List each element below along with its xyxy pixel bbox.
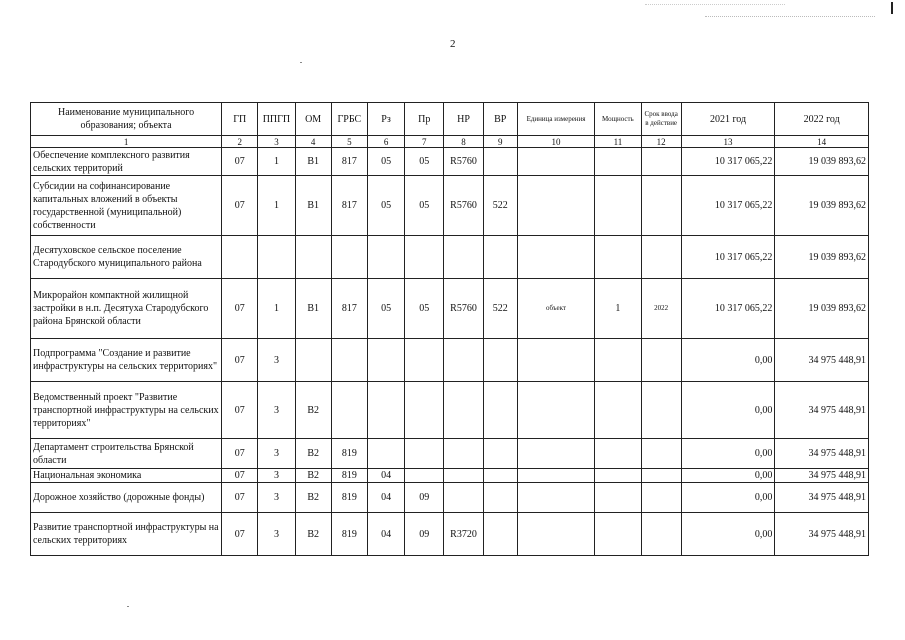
amount-2021-cell: 0,00: [681, 483, 775, 513]
code-cell: [367, 439, 404, 469]
code-cell: [517, 382, 594, 439]
amount-2021-cell: 0,00: [681, 339, 775, 382]
code-cell: [517, 483, 594, 513]
code-cell: 07: [222, 279, 258, 339]
code-cell: 3: [258, 439, 295, 469]
object-name-cell: Дорожное хозяйство (дорожные фонды): [31, 483, 222, 513]
code-cell: 07: [222, 483, 258, 513]
table-row: [31, 236, 869, 279]
header-cell: Мощность: [595, 103, 641, 136]
code-cell: [331, 339, 367, 382]
code-cell: 1: [595, 279, 641, 339]
code-cell: 05: [405, 279, 444, 339]
code-cell: В2: [295, 382, 331, 439]
amount-2021-cell: 10 317 065,22: [681, 148, 775, 176]
amount-2022-cell: 34 975 448,91: [775, 469, 869, 483]
code-cell: 05: [367, 279, 404, 339]
code-cell: 817: [331, 279, 367, 339]
header-cell: ОМ: [295, 103, 331, 136]
code-cell: [444, 339, 483, 382]
header-cell: Срок ввода в действие: [641, 103, 681, 136]
code-cell: [595, 382, 641, 439]
amount-2022-cell: 19 039 893,62: [775, 148, 869, 176]
code-cell: [517, 339, 594, 382]
code-cell: 819: [331, 469, 367, 483]
code-cell: В1: [295, 176, 331, 236]
amount-2022-cell: 34 975 448,91: [775, 513, 869, 556]
code-cell: 09: [405, 513, 444, 556]
code-cell: [595, 483, 641, 513]
code-cell: В2: [295, 483, 331, 513]
table-row: [31, 439, 869, 469]
code-cell: [367, 382, 404, 439]
code-cell: [517, 176, 594, 236]
code-cell: 07: [222, 339, 258, 382]
code-cell: 817: [331, 148, 367, 176]
scan-artifact: [127, 606, 129, 607]
code-cell: В2: [295, 439, 331, 469]
header-cell: Пр: [405, 103, 444, 136]
code-cell: 1: [258, 148, 295, 176]
code-cell: [641, 176, 681, 236]
code-cell: [258, 236, 295, 279]
code-cell: [295, 339, 331, 382]
code-cell: 05: [367, 176, 404, 236]
column-number: 14: [775, 136, 869, 148]
object-name-cell: Развитие транспортной инфраструктуры на сельских территориях: [31, 513, 222, 556]
code-cell: R5760: [444, 279, 483, 339]
scan-artifact: [705, 16, 875, 18]
code-cell: [641, 469, 681, 483]
table-row: [31, 176, 869, 236]
amount-2021-cell: 0,00: [681, 382, 775, 439]
code-cell: [483, 339, 517, 382]
column-number: 5: [331, 136, 367, 148]
column-number: 1: [31, 136, 222, 148]
code-cell: [595, 439, 641, 469]
code-cell: 04: [367, 469, 404, 483]
code-cell: [444, 469, 483, 483]
code-cell: [641, 483, 681, 513]
code-cell: [641, 148, 681, 176]
object-name-cell: Подпрограмма "Создание и развитие инфраструктуры на сельских территориях": [31, 339, 222, 382]
code-cell: [444, 236, 483, 279]
column-number: 8: [444, 136, 483, 148]
amount-2021-cell: 0,00: [681, 513, 775, 556]
code-cell: [595, 513, 641, 556]
amount-2022-cell: 34 975 448,91: [775, 439, 869, 469]
code-cell: объект: [517, 279, 594, 339]
code-cell: 07: [222, 439, 258, 469]
code-cell: [331, 236, 367, 279]
amount-2021-cell: 0,00: [681, 439, 775, 469]
code-cell: [595, 339, 641, 382]
column-number: 10: [517, 136, 594, 148]
corner-mark: [891, 2, 893, 14]
table-row: [31, 339, 869, 382]
code-cell: 3: [258, 483, 295, 513]
code-cell: 819: [331, 483, 367, 513]
code-cell: 05: [367, 148, 404, 176]
page-number: 2: [450, 38, 456, 50]
code-cell: [295, 236, 331, 279]
code-cell: В2: [295, 513, 331, 556]
code-cell: [641, 339, 681, 382]
code-cell: 07: [222, 382, 258, 439]
code-cell: 819: [331, 513, 367, 556]
code-cell: 05: [405, 148, 444, 176]
code-cell: 817: [331, 176, 367, 236]
table-row: [31, 148, 869, 176]
object-name-cell: Департамент строительства Брянской области: [31, 439, 222, 469]
amount-2021-cell: 0,00: [681, 469, 775, 483]
amount-2022-cell: 19 039 893,62: [775, 279, 869, 339]
code-cell: 819: [331, 439, 367, 469]
code-cell: R5760: [444, 148, 483, 176]
budget-table: [30, 102, 869, 556]
header-row: [31, 103, 869, 136]
code-cell: [331, 382, 367, 439]
code-cell: [483, 469, 517, 483]
code-cell: 3: [258, 339, 295, 382]
column-number: 3: [258, 136, 295, 148]
header-cell: Рз: [367, 103, 404, 136]
code-cell: R5760: [444, 176, 483, 236]
amount-2021-cell: 10 317 065,22: [681, 279, 775, 339]
object-name-cell: Десятуховское сельское поселение Стародубского муниципального района: [31, 236, 222, 279]
table-row: [31, 483, 869, 513]
code-cell: 04: [367, 483, 404, 513]
code-cell: [483, 236, 517, 279]
header-cell: ВР: [483, 103, 517, 136]
code-cell: 1: [258, 279, 295, 339]
code-cell: [367, 339, 404, 382]
code-cell: [405, 236, 444, 279]
code-cell: 2022: [641, 279, 681, 339]
code-cell: [444, 439, 483, 469]
code-cell: [517, 469, 594, 483]
code-cell: 3: [258, 382, 295, 439]
scan-artifact: [645, 4, 785, 6]
column-number: 4: [295, 136, 331, 148]
code-cell: 09: [405, 483, 444, 513]
code-cell: [595, 176, 641, 236]
code-cell: [641, 236, 681, 279]
code-cell: [405, 339, 444, 382]
table-row: [31, 382, 869, 439]
code-cell: [517, 439, 594, 469]
code-cell: [483, 148, 517, 176]
code-cell: 1: [258, 176, 295, 236]
scan-artifact: [300, 62, 302, 63]
code-cell: В2: [295, 469, 331, 483]
code-cell: [483, 513, 517, 556]
code-cell: [405, 469, 444, 483]
amount-2022-cell: 34 975 448,91: [775, 339, 869, 382]
column-number: 12: [641, 136, 681, 148]
header-cell: Единица измерения: [517, 103, 594, 136]
column-number: 9: [483, 136, 517, 148]
code-cell: 04: [367, 513, 404, 556]
code-cell: [483, 382, 517, 439]
code-cell: 3: [258, 469, 295, 483]
code-cell: [222, 236, 258, 279]
code-cell: В1: [295, 279, 331, 339]
table-row: [31, 279, 869, 339]
object-name-cell: Ведомственный проект "Развитие транспортной инфраструктуры на сельских территориях": [31, 382, 222, 439]
column-number: 13: [681, 136, 775, 148]
header-cell: 2022 год: [775, 103, 869, 136]
code-cell: 522: [483, 279, 517, 339]
header-cell: ГП: [222, 103, 258, 136]
code-cell: 07: [222, 469, 258, 483]
code-cell: [641, 382, 681, 439]
column-number-row: [31, 136, 869, 148]
object-name-cell: Субсидии на софинансирование капитальных вложений в объекты государственной (муниципальной) собственности: [31, 176, 222, 236]
code-cell: [517, 513, 594, 556]
code-cell: 07: [222, 513, 258, 556]
code-cell: [641, 513, 681, 556]
code-cell: [483, 483, 517, 513]
code-cell: [367, 236, 404, 279]
amount-2022-cell: 19 039 893,62: [775, 236, 869, 279]
table-body: [31, 148, 869, 556]
header-cell: ГРБС: [331, 103, 367, 136]
code-cell: [483, 439, 517, 469]
code-cell: [595, 469, 641, 483]
header-cell: ППГП: [258, 103, 295, 136]
amount-2021-cell: 10 317 065,22: [681, 176, 775, 236]
code-cell: [595, 148, 641, 176]
code-cell: [517, 236, 594, 279]
code-cell: В1: [295, 148, 331, 176]
header-cell: Наименование муниципального образования; объекта: [31, 103, 222, 136]
code-cell: 05: [405, 176, 444, 236]
amount-2022-cell: 19 039 893,62: [775, 176, 869, 236]
table-row: [31, 513, 869, 556]
object-name-cell: Национальная экономика: [31, 469, 222, 483]
table-row: [31, 469, 869, 483]
column-number: 7: [405, 136, 444, 148]
object-name-cell: Обеспечение комплексного развития сельских территорий: [31, 148, 222, 176]
code-cell: [444, 483, 483, 513]
amount-2021-cell: 10 317 065,22: [681, 236, 775, 279]
code-cell: R3720: [444, 513, 483, 556]
amount-2022-cell: 34 975 448,91: [775, 382, 869, 439]
header-cell: НР: [444, 103, 483, 136]
code-cell: [517, 148, 594, 176]
amount-2022-cell: 34 975 448,91: [775, 483, 869, 513]
column-number: 6: [367, 136, 404, 148]
code-cell: [595, 236, 641, 279]
code-cell: 07: [222, 148, 258, 176]
code-cell: [641, 439, 681, 469]
header-cell: 2021 год: [681, 103, 775, 136]
code-cell: 3: [258, 513, 295, 556]
column-number: 2: [222, 136, 258, 148]
object-name-cell: Микрорайон компактной жилищной застройки в н.п. Десятуха Стародубского района Брянской области: [31, 279, 222, 339]
code-cell: [405, 439, 444, 469]
code-cell: [444, 382, 483, 439]
column-number: 11: [595, 136, 641, 148]
code-cell: 07: [222, 176, 258, 236]
code-cell: [405, 382, 444, 439]
code-cell: 522: [483, 176, 517, 236]
